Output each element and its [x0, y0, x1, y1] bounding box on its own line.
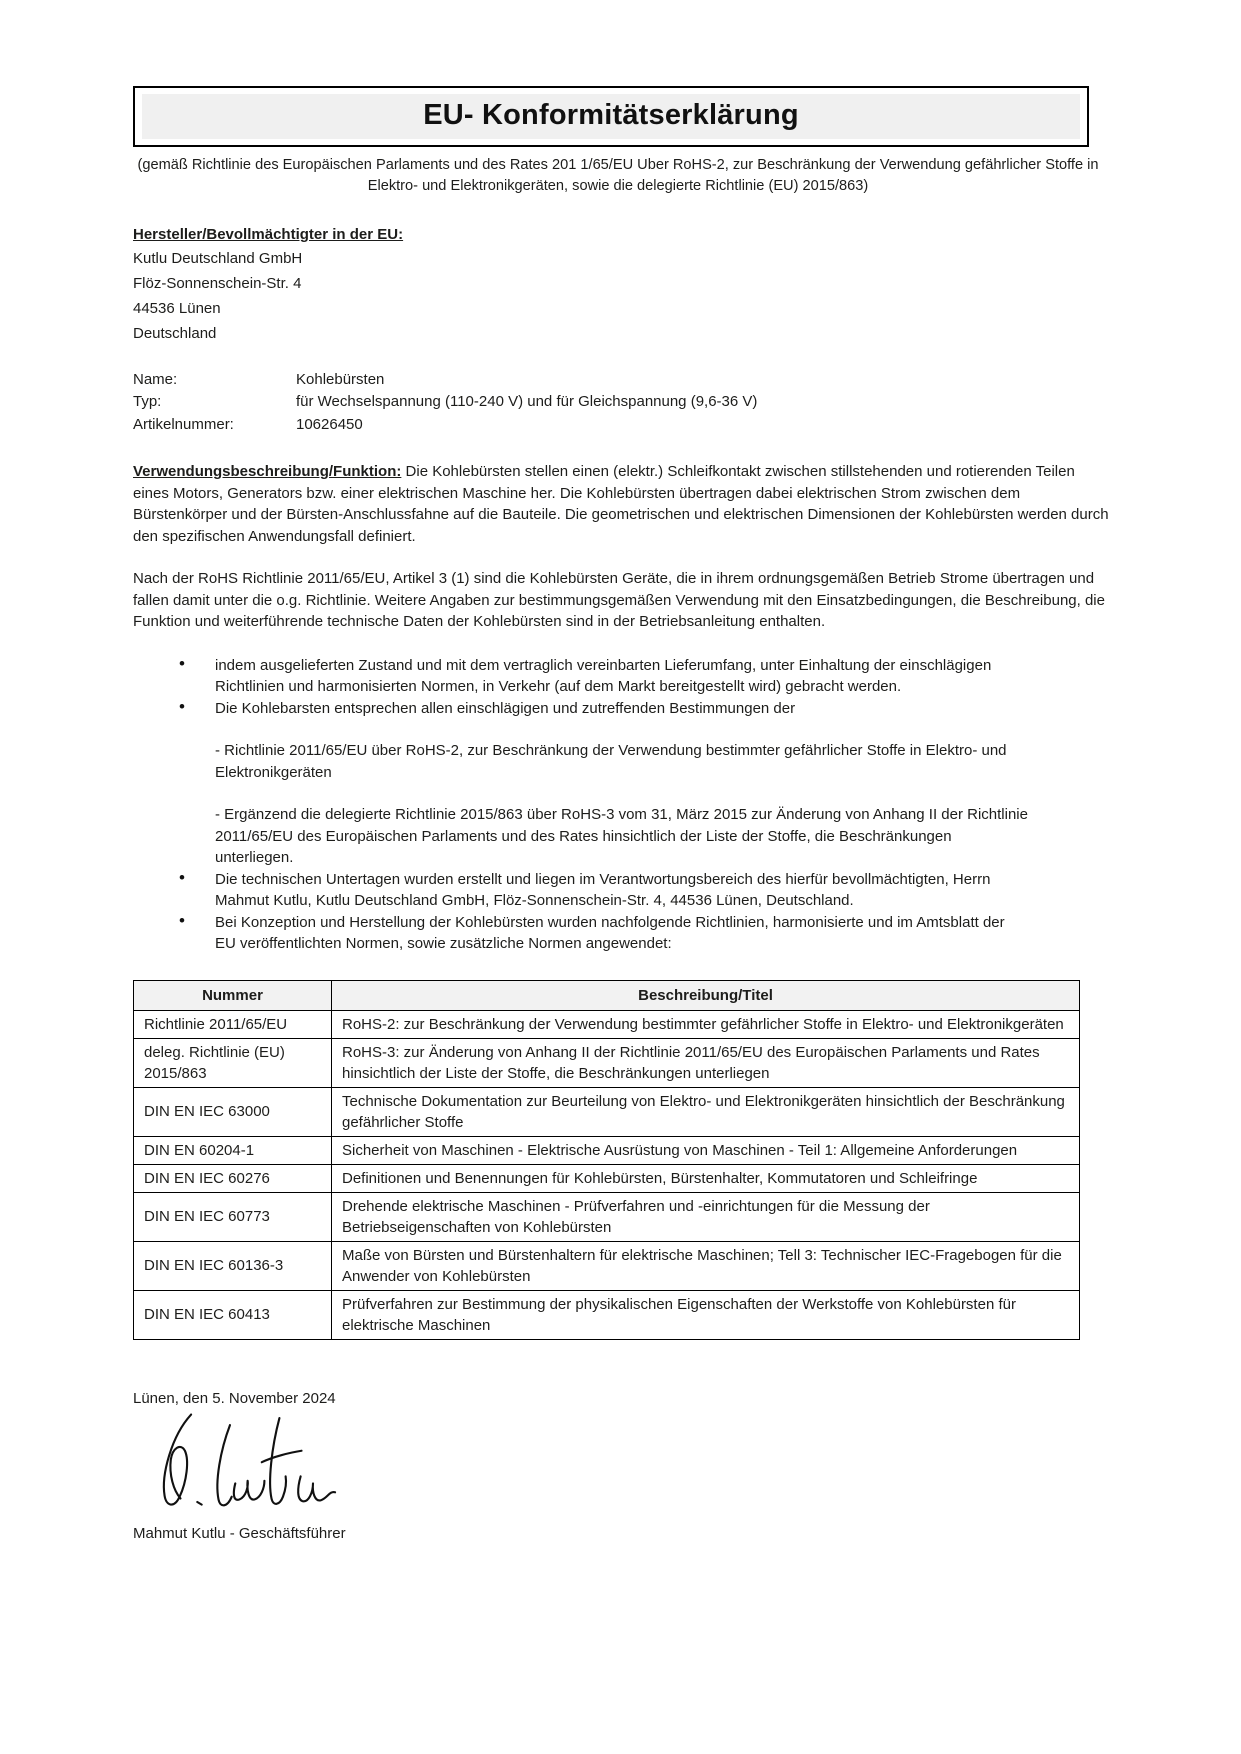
manufacturer-company: Kutlu Deutschland GmbH — [133, 249, 303, 267]
table-header-row — [134, 980, 1080, 1010]
norm-number-cell: DIN EN IEC 60136-3 — [134, 1241, 332, 1290]
manufacturer-heading: Hersteller/Bevollmächtigter in der EU: — [133, 226, 404, 243]
table-row — [134, 1290, 1080, 1339]
norm-number-cell: DIN EN 60204-1 — [134, 1136, 332, 1164]
table-row — [134, 1164, 1080, 1192]
norm-title-cell: Definitionen und Benennungen für Kohlebürsten, Bürstenhalter, Kommutatoren und Schleifringe — [332, 1164, 1080, 1192]
table-row — [134, 1192, 1080, 1241]
conformity-bullet-list — [133, 655, 1028, 955]
spec-label-artikelnummer: Artikelnummer: — [133, 415, 234, 433]
spec-row-typ — [133, 391, 1110, 414]
manufacturer-country: Deutschland — [133, 324, 217, 342]
bullet-item: • Die Kohlebarsten entsprechen allen einschlägigen und zutreffenden Bestimmungen der — [215, 698, 1028, 720]
spec-row-artikelnummer — [133, 414, 1110, 437]
rohs-paragraph: Nach der RoHS Richtlinie 2011/65/EU, Artikel 3 (1) sind die Kohlebürsten Geräte, die in ihrem ordnungsgemäßen Betrieb Strome übertragen und fallen damit unter die o.g. Richtlinie. Weitere Angaben zur bestimmungsgemäßen Verwendung mit den Einsatzbedingungen, die Beschreibung, die Funktion und weiterführende technische Daten der Kohlebürsten sind in der Betriebsanleitung enthalten. — [133, 570, 1105, 630]
table-row — [134, 1010, 1080, 1038]
norm-title-cell: Sicherheit von Maschinen - Elektrische Ausrüstung von Maschinen - Teil 1: Allgemeine Anforderungen — [332, 1136, 1080, 1164]
spec-label-name: Name: — [133, 370, 178, 388]
table-row — [134, 1087, 1080, 1136]
title-box — [133, 86, 1089, 147]
table-row — [134, 1136, 1080, 1164]
table-header-nummer: Nummer — [134, 980, 332, 1010]
sub-item: - Richtlinie 2011/65/EU über RoHS-2, zur Beschränkung der Verwendung bestimmter gefährlicher Stoffe in Elektro- und Elektronikgeräten — [215, 742, 1007, 781]
norm-title-cell: Prüfverfahren zur Bestimmung der physikalischen Eigenschaften der Werkstoffe von Kohlebürsten für elektrische Maschinen — [332, 1290, 1080, 1339]
page-title: EU- Konformitätserklärung — [423, 99, 799, 131]
norms-table — [133, 980, 1080, 1340]
norm-title-cell: RoHS-2: zur Beschränkung der Verwendung bestimmter gefährlicher Stoffe in Elektro- und Elektronikgeräten — [332, 1010, 1080, 1038]
spec-value-name: Kohlebürsten — [296, 370, 385, 388]
norm-number-cell: DIN EN IEC 60773 — [134, 1192, 332, 1241]
spec-value-artikelnummer: 10626450 — [296, 415, 363, 433]
usage-heading: Verwendungsbeschreibung/Funktion: — [133, 463, 402, 480]
product-specs — [133, 369, 1110, 437]
spec-row-name — [133, 369, 1110, 392]
norm-title-cell: Technische Dokumentation zur Beurteilung von Elektro- und Elektronikgeräten hinsichtlich der Beschränkung gefährlicher Stoffe — [332, 1087, 1080, 1136]
manufacturer-street: Flöz-Sonnenschein-Str. 4 — [133, 274, 302, 292]
document-content — [133, 86, 1110, 1545]
norm-number-cell: DIN EN IEC 60413 — [134, 1290, 332, 1339]
norm-title-cell: Maße von Bürsten und Bürstenhaltern für elektrische Maschinen; Tell 3: Technischer IEC-Fragebogen für die Anwender von Kohlebürsten — [332, 1241, 1080, 1290]
usage-text: Die Kohlebürsten stellen einen (elektr.) Schleifkontakt zwischen stillstehenden und rotierenden Teilen eines Motors, Generators bzw. einer elektrischen Maschine her. Die Kohlebürsten übertragen dabei elektrischen Strom zwischen dem Bürstenkörper und der Bürsten-Anschlussfahne auf die Bauteile. Die geometrischen und elektrischen Dimensionen der Kohlebürsten werden durch den spezifischen Anwendungsfall definiert. — [133, 463, 1109, 545]
spec-label-typ: Typ: — [133, 393, 162, 410]
norm-number-cell: DIN EN IEC 60276 — [134, 1164, 332, 1192]
spec-value-typ: für Wechselspannung (110-240 V) und für Gleichspannung (9,6-36 V) — [296, 393, 758, 410]
place-date: Lünen, den 5. November 2024 — [133, 1389, 336, 1407]
table-header-beschreibung: Beschreibung/Titel — [332, 980, 1080, 1010]
manufacturer-city: 44536 Lünen — [133, 299, 221, 317]
table-row — [134, 1038, 1080, 1087]
signature-image — [145, 1411, 375, 1517]
signoff-section — [133, 1388, 1110, 1545]
signer-name: Mahmut Kutlu - Geschäftsführer — [133, 1525, 346, 1542]
norm-title-cell: Drehende elektrische Maschinen - Prüfverfahren und -einrichtungen für die Messung der Betriebseigenschaften von Kohlebürsten — [332, 1192, 1080, 1241]
bullet-item: • Die technischen Untertagen wurden erstellt und liegen im Verantwortungsbereich des hierfür bevollmächtigten, Herrn Mahmut Kutlu, Kutlu Deutschland GmbH, Flöz-Sonnenschein-Str. 4, 44536 Lünen, Deutschland. — [215, 869, 1028, 912]
usage-paragraph — [133, 461, 1110, 547]
norm-number-cell: deleg. Richtlinie (EU) 2015/863 — [134, 1038, 332, 1087]
sub-item: - Ergänzend die delegierte Richtlinie 2015/863 über RoHS-3 vom 31, März 2015 zur Änderung von Anhang II der Richtlinie 2011/65/EU des Europäischen Parlaments und des Rates hinsichtlich der Liste der Stoffe, die Beschränkungen unterliegen. — [215, 806, 1028, 866]
norm-number-cell: DIN EN IEC 63000 — [134, 1087, 332, 1136]
bullet-item: • Bei Konzeption und Herstellung der Kohlebürsten wurden nachfolgende Richtlinien, harmonisierte und im Amtsblatt der EU veröffentlichten Normen, sowie zusätzliche Normen angewendet: — [215, 912, 1028, 955]
document-subtitle: (gemäß Richtlinie des Europäischen Parlaments und des Rates 201 1/65/EU Uber RoHS-2, zur Beschränkung der Verwendung gefährlicher Stoffe in Elektro- und Elektronikgeräten, sowie die delegierte Richtlinie (EU) 2015/863) — [137, 157, 1099, 194]
norm-number-cell: Richtlinie 2011/65/EU — [134, 1010, 332, 1038]
table-row — [134, 1241, 1080, 1290]
bullet-item: • indem ausgelieferten Zustand und mit dem vertraglich vereinbarten Lieferumfang, unter Einhaltung der einschlägigen Richtlinien und harmonisierten Normen, in Verkehr (auf dem Markt bereitgestellt wird) gebracht werden. — [215, 655, 1028, 698]
title-background — [142, 94, 1080, 139]
norm-title-cell: RoHS-3: zur Änderung von Anhang II der Richtlinie 2011/65/EU des Europäischen Parlaments und Rates hinsichtlich der Liste der Stoffe, die Beschränkungen unterliegen — [332, 1038, 1080, 1087]
